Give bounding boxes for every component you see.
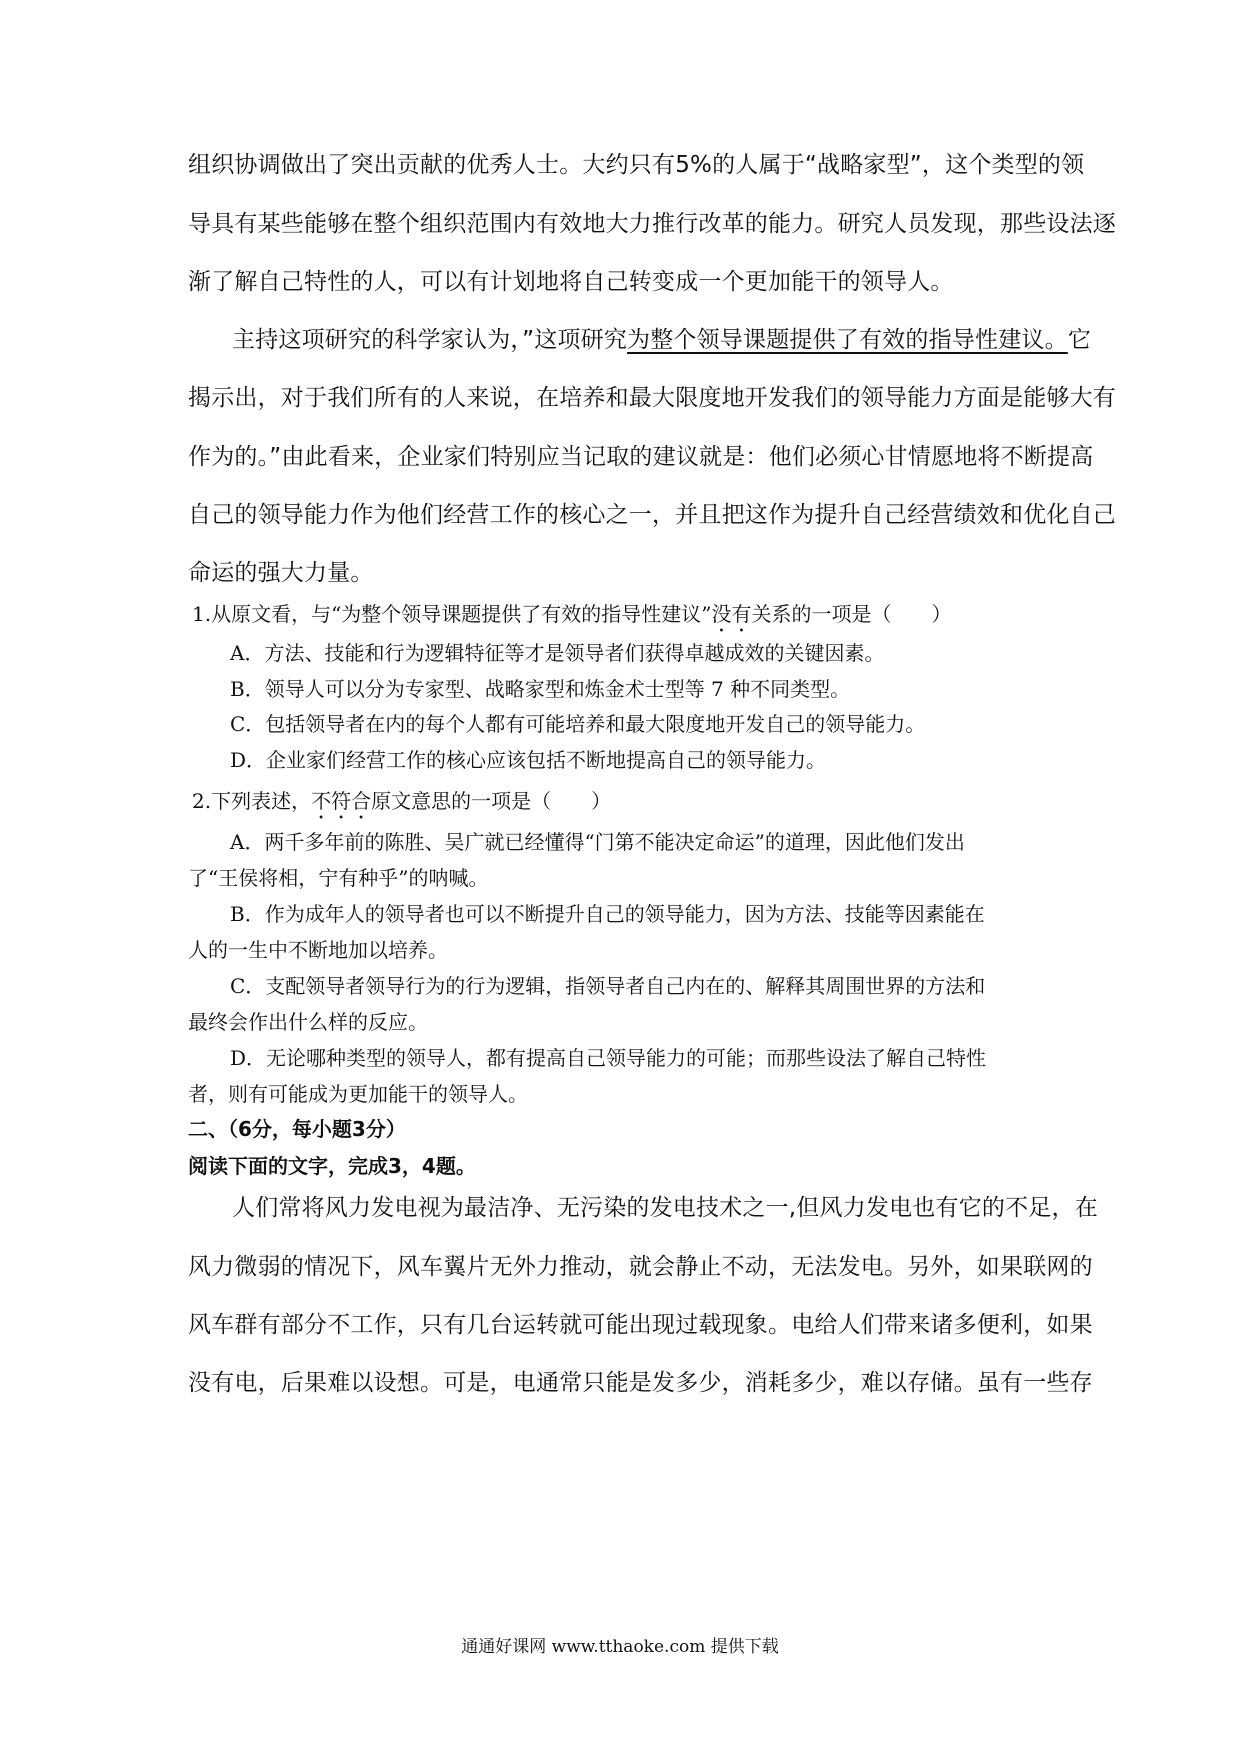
para3-line-1: 人们常将风力发电视为最洁净、无污染的发电技术之一,但风力发电也有它的不足，在 xyxy=(232,1195,1098,1221)
para3-line-2: 风力微弱的情况下，风车翼片无外力推动，就会静止不动，无法发电。另外，如果联网的 xyxy=(188,1254,1093,1280)
para2-line-2: 揭示出，对于我们所有的人来说，在培养和最大限度地开发我们的领导能力方面是能够大有 xyxy=(188,385,1116,411)
section-2-heading: 二、（6分，每小题3分） xyxy=(188,1117,406,1141)
section-2-instruction: 阅读下面的文字，完成3，4题。 xyxy=(188,1154,476,1178)
question-1-option-a: A．方法、技能和行为逻辑特征等才是领导者们获得卓越成效的关键因素。 xyxy=(230,641,885,665)
question-2-option-c-line-1: C．支配领导者领导行为的行为逻辑，指领导者自己内在的、解释其周围世界的方法和 xyxy=(230,974,986,998)
para2-line-5: 命运的强大力量。 xyxy=(188,560,374,586)
question-2 xyxy=(192,786,1062,824)
para1-line-2: 导具有某些能够在整个组织范围内有效地大力推行改革的能力。研究人员发现，那些设法逐 xyxy=(188,211,1116,237)
question-1-emphasis: 没有 xyxy=(711,602,752,626)
question-2-emphasis: 不符合 xyxy=(311,789,372,813)
question-1-post: 关系的一项是（ ） xyxy=(751,602,952,626)
para2-line-4: 自己的领导能力作为他们经营工作的核心之一，并且把这作为提升自己经营绩效和优化自己 xyxy=(188,502,1116,528)
question-2-option-d-line-1: D．无论哪种类型的领导人，都有提高自己领导能力的可能；而那些设法了解自己特性 xyxy=(230,1046,987,1070)
question-2-post: 原文意思的一项是（ ） xyxy=(371,789,612,813)
question-1-option-d: D．企业家们经营工作的核心应该包括不断地提高自己的领导能力。 xyxy=(230,748,827,772)
question-2-option-c-line-2: 最终会作出什么样的反应。 xyxy=(188,1010,428,1034)
para1-line-1: 组织协调做出了突出贡献的优秀人士。大约只有5%的人属于“战略家型”，这个类型的领 xyxy=(188,152,1085,178)
para3-line-4: 没有电，后果难以设想。可是，电通常只能是发多少，消耗多少，难以存储。虽有一些存 xyxy=(188,1370,1093,1396)
para1-line-3: 渐了解自己特性的人，可以有计划地将自己转变成一个更加能干的领导人。 xyxy=(188,269,954,295)
para2-line-1-post: 它 xyxy=(1067,327,1092,353)
question-1-pre: 1.从原文看，与“为整个领导课题提供了有效的指导性建议” xyxy=(192,602,712,626)
para2-line-1 xyxy=(188,325,1102,355)
question-1-option-c: C．包括领导者在内的每个人都有可能培养和最大限度地开发自己的领导能力。 xyxy=(230,712,926,736)
question-1-option-b: B．领导人可以分为专家型、战略家型和炼金术士型等 7 种不同类型。 xyxy=(230,677,851,701)
page-footer: 通通好课网 www.tthaoke.com 提供下载 xyxy=(461,1637,779,1657)
para3-line-3: 风车群有部分不工作，只有几台运转就可能出现过载现象。电给人们带来诸多便利，如果 xyxy=(188,1312,1093,1338)
question-2-option-a-line-1: A．两千多年前的陈胜、吴广就已经懂得“门第不能决定命运”的道理，因此他们发出 xyxy=(230,830,965,854)
question-2-option-a-line-2: 了“王侯将相，宁有种乎”的呐喊。 xyxy=(188,866,489,890)
para2-line-1-pre: 主持这项研究的科学家认为，”这项研究 xyxy=(232,327,628,353)
question-1 xyxy=(192,599,1062,637)
para2-line-3: 作为的。”由此看来，企业家们特别应当记取的建议就是：他们必须心甘情愿地将不断提高 xyxy=(188,444,1094,470)
question-2-pre: 2.下列表述， xyxy=(192,789,312,813)
para2-underlined-phrase: 为整个领导课题提供了有效的指导性建议。 xyxy=(627,327,1068,353)
question-2-option-b-line-2: 人的一生中不断地加以培养。 xyxy=(188,938,448,962)
question-2-option-b-line-1: B．作为成年人的领导者也可以不断提升自己的领导能力，因为方法、技能等因素能在 xyxy=(230,902,985,926)
question-2-option-d-line-2: 者，则有可能成为更加能干的领导人。 xyxy=(188,1082,528,1106)
